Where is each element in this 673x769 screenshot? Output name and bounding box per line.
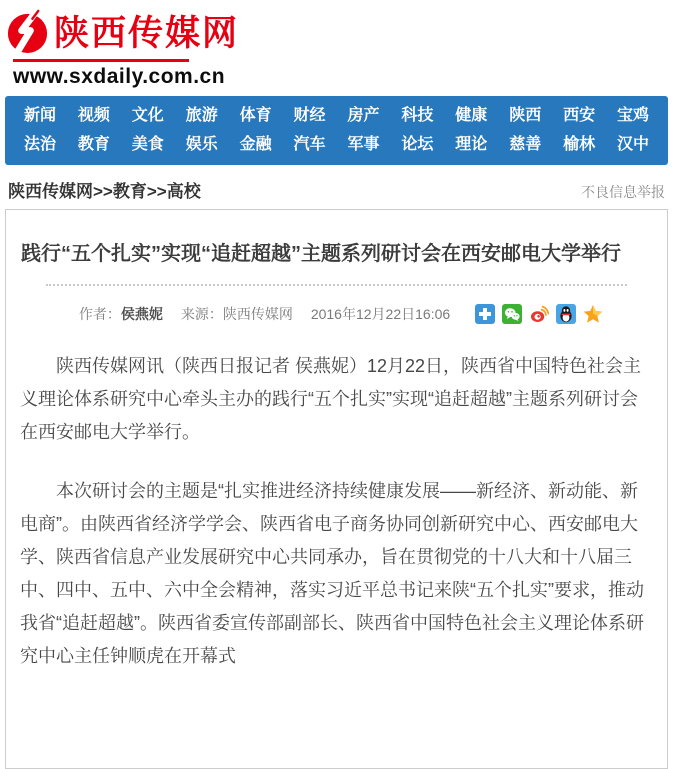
logo-underline [13,59,189,62]
nav-item-finance[interactable]: 财经 [293,107,326,124]
byline-source [181,304,293,324]
nav-item-culture[interactable]: 文化 [131,107,164,124]
nav-item-travel[interactable]: 旅游 [185,107,218,124]
share-more-icon[interactable] [475,304,495,324]
author-name: 侯燕妮 [120,306,163,322]
site-logo[interactable] [4,7,673,55]
share-bar [475,304,603,324]
site-name: 陕西传媒网 [54,14,240,53]
nav-item-hanzhong[interactable]: 汉中 [617,136,650,153]
breadcrumb [8,177,201,202]
weibo-icon[interactable] [529,304,549,324]
wechat-icon[interactable] [502,304,522,324]
source-label: 来源： [180,306,223,322]
article-body [18,350,655,673]
article-byline [18,304,655,324]
breadcrumb-row [5,177,668,202]
nav-item-entertainment[interactable]: 娱乐 [185,136,218,153]
brand-ball-icon [4,8,51,55]
nav-item-banking[interactable]: 金融 [239,136,272,153]
nav-item-forum[interactable]: 论坛 [401,136,434,153]
nav-item-auto[interactable]: 汽车 [293,136,326,153]
breadcrumb-subsection-link[interactable]: 高校 [166,182,201,201]
qq-icon[interactable] [556,304,576,324]
nav-item-food[interactable]: 美食 [131,136,164,153]
article-title: 践行“五个扎实”实现“追赶超越”主题系列研讨会在西安邮电大学举行 [21,243,621,265]
nav-item-education[interactable]: 教育 [77,136,110,153]
source-name: 陕西传媒网 [222,306,293,322]
main-nav [5,96,668,165]
byline-datetime: 2016年12月22日16:06 [310,306,451,322]
article-paragraph: 陕西传媒网讯（陕西日报记者 侯燕妮）12月22日，陕西省中国特色社会主义理论体系研究中心牵头主办的践行“五个扎实”实现“追赶超越”主题系列研讨会在西安邮电大学举行。 [20,356,642,442]
nav-item-health[interactable]: 健康 [455,107,488,124]
nav-item-baoji[interactable]: 宝鸡 [617,107,650,124]
site-header [0,0,673,89]
breadcrumb-separator: >> [146,182,167,201]
nav-item-yulin[interactable]: 榆林 [563,136,596,153]
nav-item-realestate[interactable]: 房产 [347,107,380,124]
nav-item-xian[interactable]: 西安 [563,107,596,124]
article-paragraph: 本次研讨会的主题是“扎实推进经济持续健康发展——新经济、新动能、新电商”。由陕西省经济学学会、陕西省电子商务协同创新研究中心、西安邮电大学、陕西省信息产业发展研究中心共同承办，旨在贯彻党的十八大和十八届三中、四中、五中、六中全会精神，落实习近平总书记来陕“五个扎实”要求，推动我省“追赶超越”。陕西省委宣传部副部长、陕西省中国特色社会主义理论体系研究中心主任钟顺虎在开幕式 [20,481,644,666]
byline-author [79,304,163,324]
nav-item-charity[interactable]: 慈善 [509,136,542,153]
breadcrumb-section-link[interactable]: 教育 [112,182,147,201]
nav-item-sports[interactable]: 体育 [239,107,272,124]
author-label: 作者： [78,306,121,322]
breadcrumb-site-link[interactable]: 陕西传媒网 [8,182,93,201]
nav-item-military[interactable]: 军事 [347,136,380,153]
breadcrumb-separator: >> [93,182,113,201]
report-bad-info-link[interactable]: 不良信息举报 [581,184,665,200]
nav-item-news[interactable]: 新闻 [23,107,56,124]
nav-item-law[interactable]: 法治 [23,136,56,153]
nav-item-shaanxi[interactable]: 陕西 [509,107,542,124]
dotted-divider [46,284,627,286]
site-url: www.sxdaily.com.cn [13,65,226,88]
nav-item-video[interactable]: 视频 [77,107,110,124]
article-container [5,209,668,769]
qzone-icon[interactable] [583,304,603,324]
nav-item-theory[interactable]: 理论 [455,136,488,153]
nav-item-tech[interactable]: 科技 [401,107,434,124]
